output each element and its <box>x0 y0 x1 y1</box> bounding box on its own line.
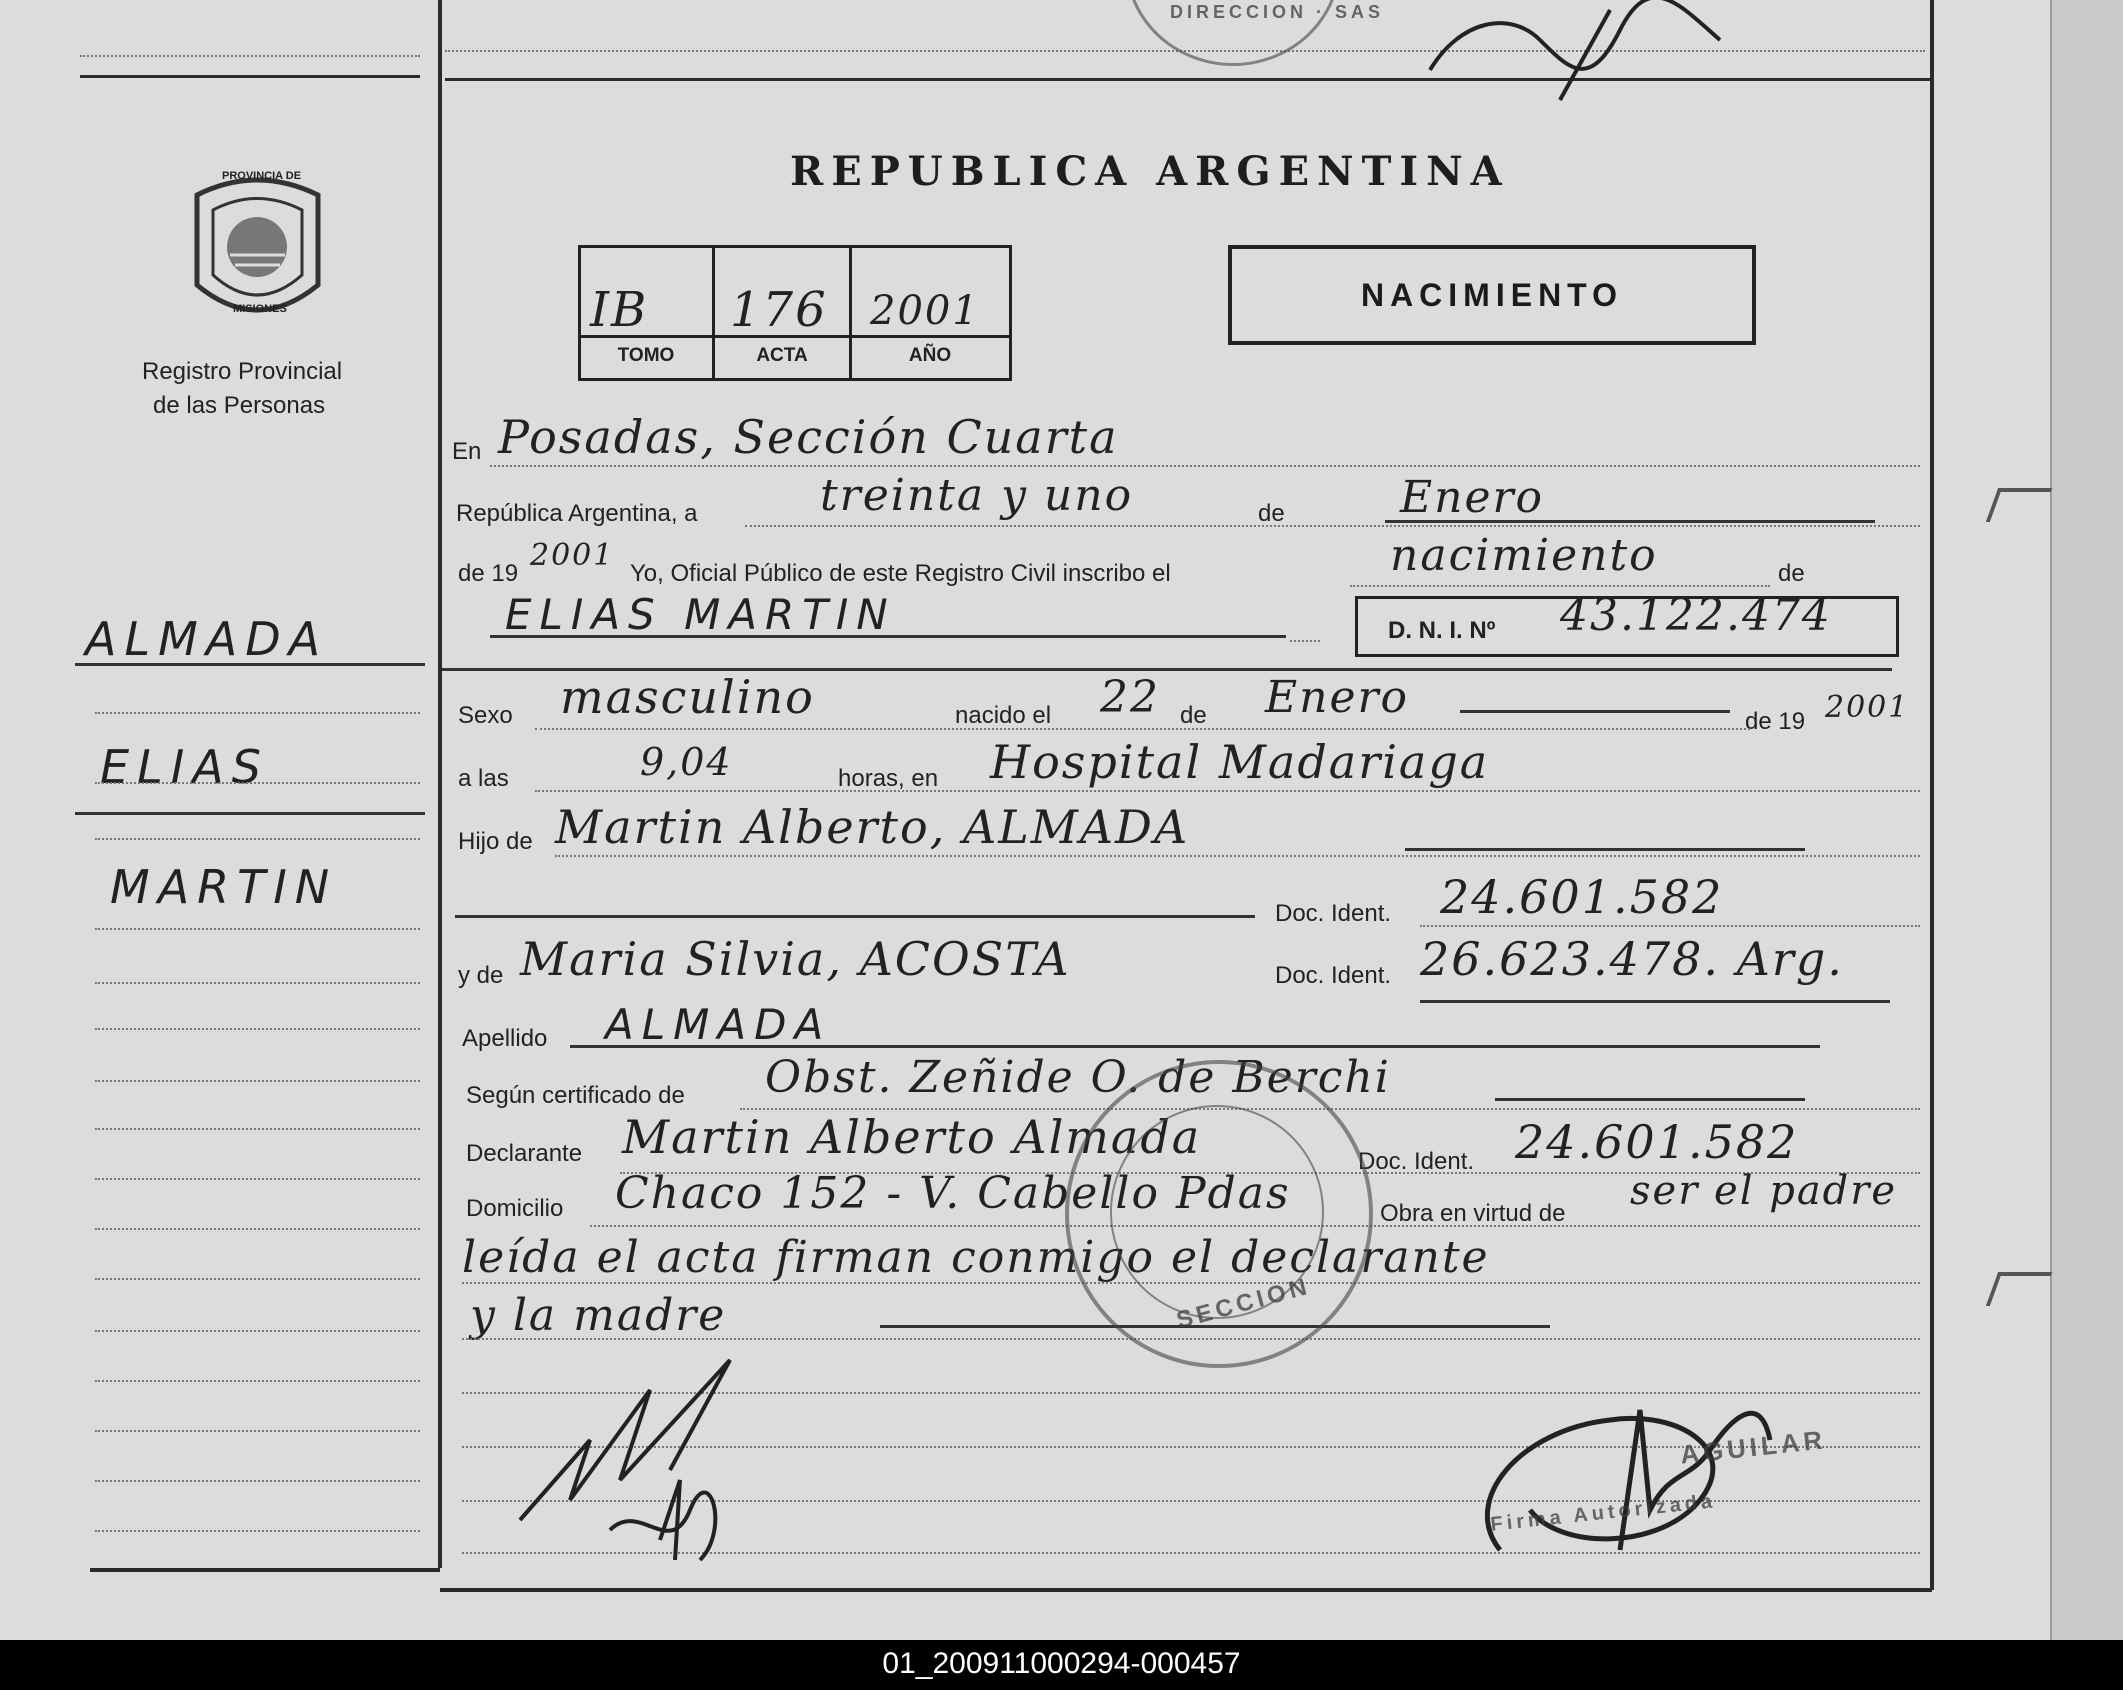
value-anio-nac: 2001 <box>1825 690 1910 725</box>
form-bottom-border <box>90 1568 440 1572</box>
label-hijo-de: Hijo de <box>458 828 533 855</box>
official-signature <box>1440 1350 1840 1585</box>
binding-edge <box>2050 0 2123 1640</box>
label-doc-ident-madre: Doc. Ident. <box>1275 962 1392 989</box>
label-de-after: de <box>1778 560 1805 587</box>
label-en: En <box>452 438 482 465</box>
ano-value: 2001 <box>870 288 980 334</box>
label-a-las: a las <box>458 765 509 792</box>
label-sexo: Sexo <box>458 702 513 729</box>
value-madre-doc: 26.623.478. Arg. <box>1420 932 1844 986</box>
label-y-de: y de <box>458 962 504 989</box>
label-de-19: de 19 <box>1745 708 1806 735</box>
form-bottom-border-right <box>440 1588 1932 1592</box>
top-separator <box>80 75 420 78</box>
value-dia-letras: treinta y uno <box>820 470 1134 521</box>
acta-label: ACTA <box>756 345 808 366</box>
record-type-box <box>1228 245 1756 345</box>
value-sexo: masculino <box>560 670 815 724</box>
registry-line1: Registro Provincial <box>142 358 343 385</box>
binding-clip-top <box>1986 488 2052 522</box>
top-stamp-text: DIRECCION · SAS <box>1170 2 1385 22</box>
value-continuacion-2: y la madre <box>470 1290 727 1341</box>
label-horas-en: horas, en <box>838 765 939 792</box>
label-doc-ident-padre: Doc. Ident. <box>1275 900 1392 927</box>
value-mes: Enero <box>1400 472 1545 523</box>
image-id-footer: 01_200911000294-000457 <box>0 1640 2123 1690</box>
seal-section-text: SECCION <box>1173 1272 1314 1335</box>
label-republica: República Argentina, a <box>456 500 698 527</box>
value-apellido: ALMADA <box>605 1000 832 1049</box>
value-anio-suffix: 2001 <box>530 538 615 573</box>
binding-clip-bottom <box>1986 1272 2052 1306</box>
margin-second-name: MARTIN <box>110 860 338 914</box>
value-mes-nac: Enero <box>1265 672 1410 723</box>
registry-line2: de las Personas <box>153 392 326 419</box>
value-acto: nacimiento <box>1390 530 1658 581</box>
value-declarante-doc: 24.601.582 <box>1515 1115 1799 1169</box>
label-de-month: de <box>1258 500 1285 527</box>
value-dni: 43.122.474 <box>1560 590 1832 641</box>
value-dia-nac: 22 <box>1100 672 1160 723</box>
label-nacido-el: nacido el <box>955 702 1052 729</box>
label-dni: D. N. I. Nº <box>1388 617 1496 644</box>
form-right-border <box>1930 0 1934 1590</box>
label-declarante: Declarante <box>466 1140 583 1167</box>
tomo-label: TOMO <box>617 345 675 366</box>
acta-value: 176 <box>730 282 828 338</box>
value-continuacion-1: leída el acta firman conmigo el declarante <box>462 1232 1490 1283</box>
label-segun: Según certificado de <box>466 1082 685 1109</box>
value-lugar-nac: Hospital Madariaga <box>990 735 1490 789</box>
label-yo-oficial: Yo, Oficial Público de este Registro Civil inscribo el <box>630 560 1171 587</box>
ano-label: AÑO <box>908 345 952 366</box>
official-role-stamp: Firma Autorizada <box>1489 1490 1718 1536</box>
value-lugar: Posadas, Sección Cuarta <box>498 410 1119 464</box>
official-name-stamp: AGUILAR <box>1678 1424 1828 1470</box>
value-obra: ser el padre <box>1630 1168 1898 1214</box>
value-padre-doc: 24.601.582 <box>1440 870 1724 924</box>
tomo-value: IB <box>590 282 649 338</box>
value-nombre: ELIAS MARTIN <box>505 590 896 639</box>
label-doc-ident-declarante: Doc. Ident. <box>1358 1148 1475 1175</box>
record-type-title: NACIMIENTO <box>1360 277 1624 313</box>
value-certificado: Obst. Zeñide O. de Berchi <box>765 1052 1391 1103</box>
value-madre: Maria Silvia, ACOSTA <box>520 932 1071 986</box>
country-title: REPUBLICA ARGENTINA <box>790 148 1510 195</box>
value-declarante: Martin Alberto Almada <box>622 1110 1202 1164</box>
label-obra: Obra en virtud de <box>1380 1200 1566 1227</box>
value-padre: Martin Alberto, ALMADA <box>555 800 1190 854</box>
seal-bottom-text: MISIONES <box>233 303 287 315</box>
seal-top-text: PROVINCIA DE <box>222 170 302 182</box>
value-hora: 9,04 <box>640 740 733 784</box>
declarant-signature <box>500 1330 840 1575</box>
label-domicilio: Domicilio <box>466 1195 564 1222</box>
margin-first-name: ELIAS <box>100 740 269 794</box>
label-apellido: Apellido <box>462 1025 548 1052</box>
left-column-border <box>438 0 442 1568</box>
label-de-year: de 19 <box>458 560 519 587</box>
top-signature <box>1420 0 1780 115</box>
label-de-day: de <box>1180 702 1207 729</box>
value-domicilio: Chaco 152 - V. Cabello Pdas <box>615 1168 1291 1219</box>
margin-surname: ALMADA <box>85 612 329 666</box>
